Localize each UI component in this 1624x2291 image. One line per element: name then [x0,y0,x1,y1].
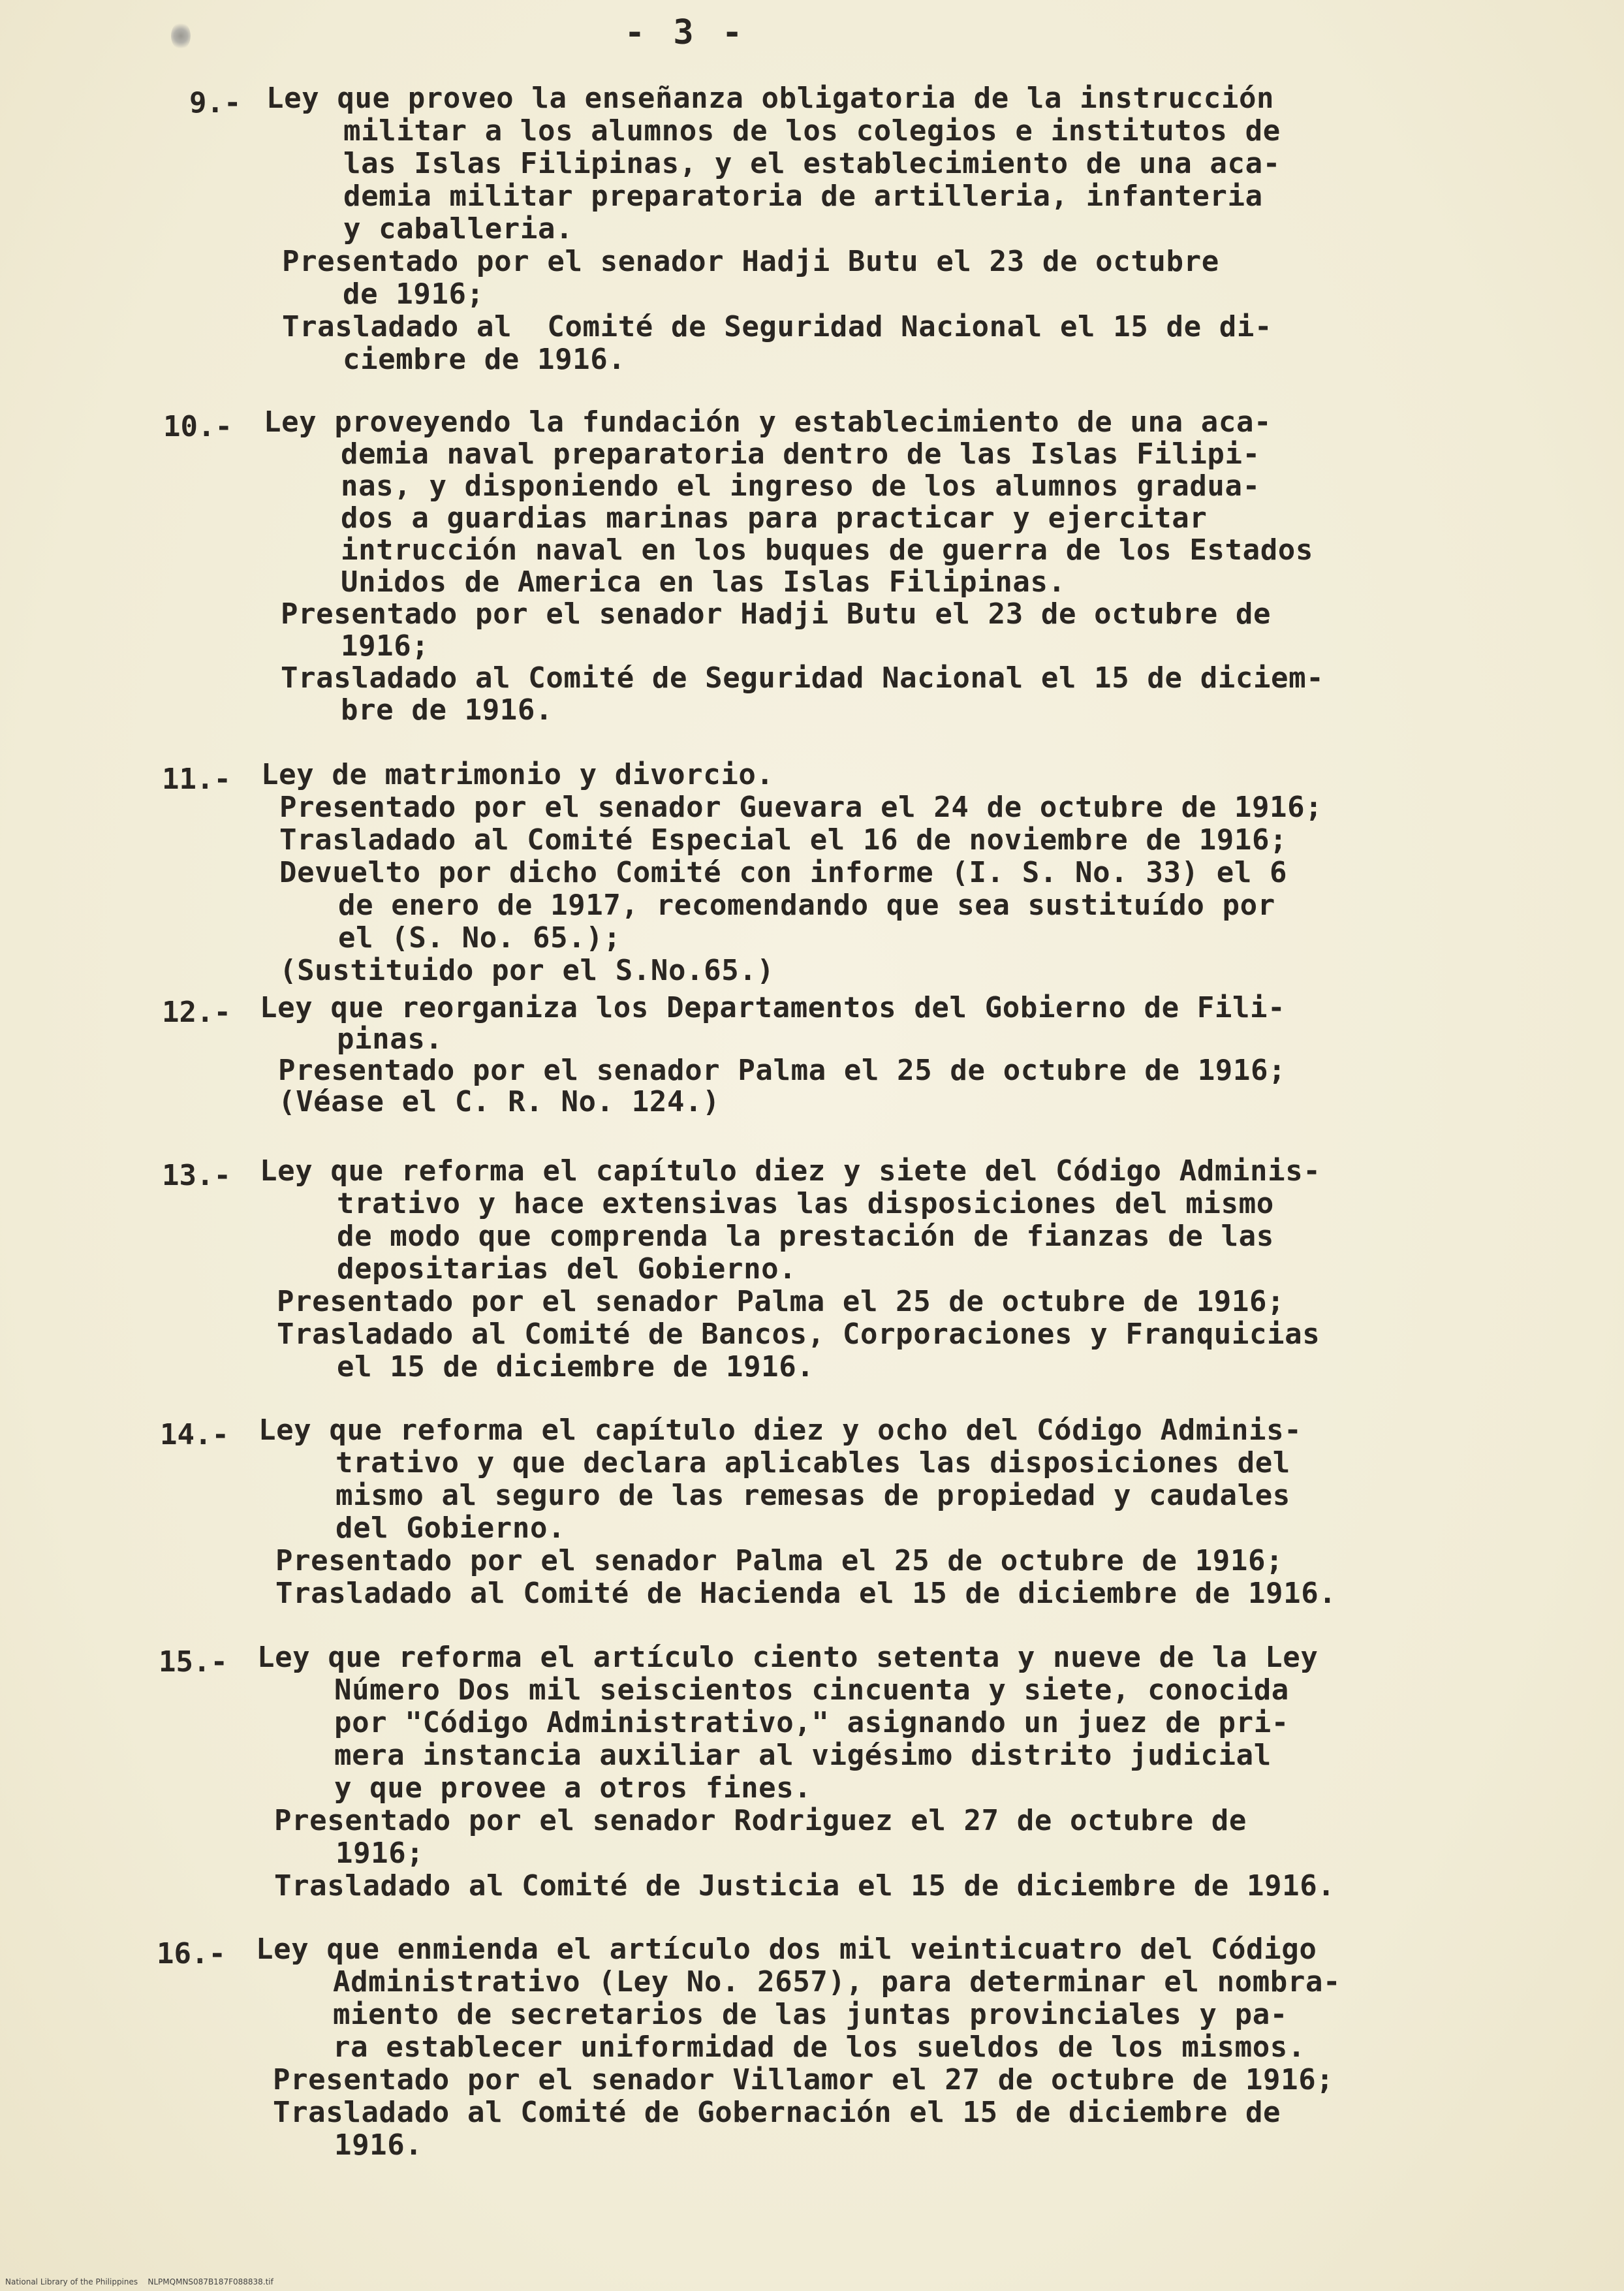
bill-action-line: Trasladado al Comité de Hacienda el 15 de diciembre de 1916. [275,1577,1337,1610]
bill-title-line: Unidos de America en las Islas Filipinas. [341,565,1066,599]
bill-number: 11.- [162,763,231,796]
bill-action-line: de 1916; [343,277,484,311]
bill-title-line: mismo al seguro de las remesas de propiedad y caudales [336,1479,1290,1512]
bill-action-line: bre de 1916. [341,693,554,727]
bill-title-line: Número Dos mil seiscientos cincuenta y siete, conocida [334,1673,1289,1707]
bill-action-line: Trasladado al Comité de Gobernación el 15 de diciembre de [273,2096,1281,2129]
bill-title-line: y que provee a otros fines. [334,1771,812,1805]
page-number: - 3 - [624,13,747,52]
bill-action-line: Devuelto por dicho Comité con informe (I. S. No. 33) el 6 [279,856,1288,889]
archive-footer: National Library of the Philippines NLPMQMNS087B187F088838.tif [5,2277,273,2286]
bill-action-line: ciembre de 1916. [343,343,626,376]
bill-action-line: (Véase el C. R. No. 124.) [278,1085,721,1118]
bill-number: 15.- [159,1645,228,1679]
bill-number: 16.- [157,1937,226,1970]
bill-title-line: pinas. [337,1022,443,1056]
bill-title-line: demia militar preparatoria de artilleria, infanteria [343,180,1263,213]
bill-title-line: y caballeria. [343,212,574,245]
bill-action-line: Presentado por el senador Palma el 25 de octubre de 1916; [277,1285,1285,1318]
bill-action-line: de enero de 1917, recomendando que sea sustituído por [338,889,1275,922]
bill-action-line: 1916; [341,629,429,663]
bill-action-line: Presentado por el senador Palma el 25 de octubre de 1916; [275,1544,1284,1577]
bill-action-line: (Sustituido por el S.No.65.) [279,954,775,987]
bill-number: 14.- [160,1418,229,1451]
bill-title-line: de modo que comprenda la prestación de fianzas de las [337,1220,1274,1253]
bill-title-line: militar a los alumnos de los colegios e institutos de [343,114,1281,148]
bill-action-line: el (S. No. 65.); [338,921,621,955]
bill-title-line: depositarias del Gobierno. [337,1252,797,1286]
bill-title-line: ra establecer uniformidad de los sueldos de los mismos. [333,2030,1305,2064]
bill-title-line: Ley que reorganiza los Departamentos del Gobierno de Fili- [260,991,1286,1024]
bill-title-line: Ley de matrimonio y divorcio. [261,758,774,791]
bill-title-line: nas, y disponiendo el ingreso de los alumnos gradua- [341,469,1260,503]
bill-title-line: del Gobierno. [336,1511,566,1545]
bill-title-line: dos a guardias marinas para practicar y ejercitar [341,501,1208,535]
bill-title-line: intrucción naval en los buques de guerra de los Estados [341,533,1313,567]
bill-action-line: Presentado por el senador Rodriguez el 27 de octubre de [274,1804,1247,1837]
bill-title-line: por "Código Administrativo," asignando un juez de pri- [334,1706,1289,1739]
bill-number: 12.- [162,996,231,1029]
bill-action-line: 1916. [334,2128,423,2162]
bill-title-line: Ley proveyendo la fundación y establecimiento de una aca- [264,405,1272,439]
bill-title-line: trativo y que declara aplicables las disposiciones del [336,1446,1290,1479]
bill-title-line: Ley que reforma el artículo ciento setenta y nueve de la Ley [257,1641,1319,1674]
bill-title-line: demia naval preparatoria dentro de las Islas Filipi- [341,437,1260,471]
bill-action-line: Trasladado al Comité de Justicia el 15 de diciembre de 1916. [274,1869,1335,1903]
bill-title-line: mera instancia auxiliar al vigésimo distrito judicial [334,1739,1272,1772]
bill-title-line: Ley que reforma el capítulo diez y ocho del Código Adminis- [258,1414,1302,1447]
bill-action-line: Trasladado al Comité de Bancos, Corporaciones y Franquicias [277,1318,1320,1351]
ink-smudge [171,22,191,50]
bill-title-line: trativo y hace extensivas las disposiciones del mismo [337,1187,1274,1220]
bill-title-line: miento de secretarios de las juntas provinciales y pa- [333,1998,1288,2031]
bill-number: 10.- [163,410,232,443]
bill-title-line: Administrativo (Ley No. 2657), para determinar el nombra- [333,1965,1341,1999]
bill-number: 13.- [162,1159,231,1192]
bill-action-line: Presentado por el senador Villamor el 27 de octubre de 1916; [273,2063,1334,2096]
bill-title-line: Ley que enmienda el artículo dos mil veinticuatro del Código [256,1933,1317,1966]
bill-action-line: Presentado por el senador Palma el 25 de octubre de 1916; [278,1054,1287,1087]
bill-action-line: Presentado por el senador Guevara el 24 de octubre de 1916; [279,791,1323,824]
bill-action-line: Trasladado al Comité de Seguridad Nacional el 15 de diciem- [281,661,1324,695]
bill-action-line: el 15 de diciembre de 1916. [337,1350,815,1383]
bill-title-line: Ley que proveo la enseñanza obligatoria de la instrucción [266,82,1275,115]
bill-action-line: 1916; [336,1837,424,1870]
bill-action-line: Presentado por el senador Hadji Butu el 23 de octubre [282,245,1219,278]
bill-title-line: Ley que reforma el capítulo diez y siete del Código Adminis- [260,1154,1321,1188]
bill-action-line: Trasladado al Comité Especial el 16 de noviembre de 1916; [279,823,1288,857]
bill-number: 9.- [189,86,242,119]
bill-action-line: Presentado por el senador Hadji Butu el 23 de octubre de [281,597,1272,631]
bill-action-line: Trasladado al Comité de Seguridad Nacional el 15 de di- [282,310,1273,343]
bill-title-line: las Islas Filipinas, y el establecimiento de una aca- [343,147,1281,180]
